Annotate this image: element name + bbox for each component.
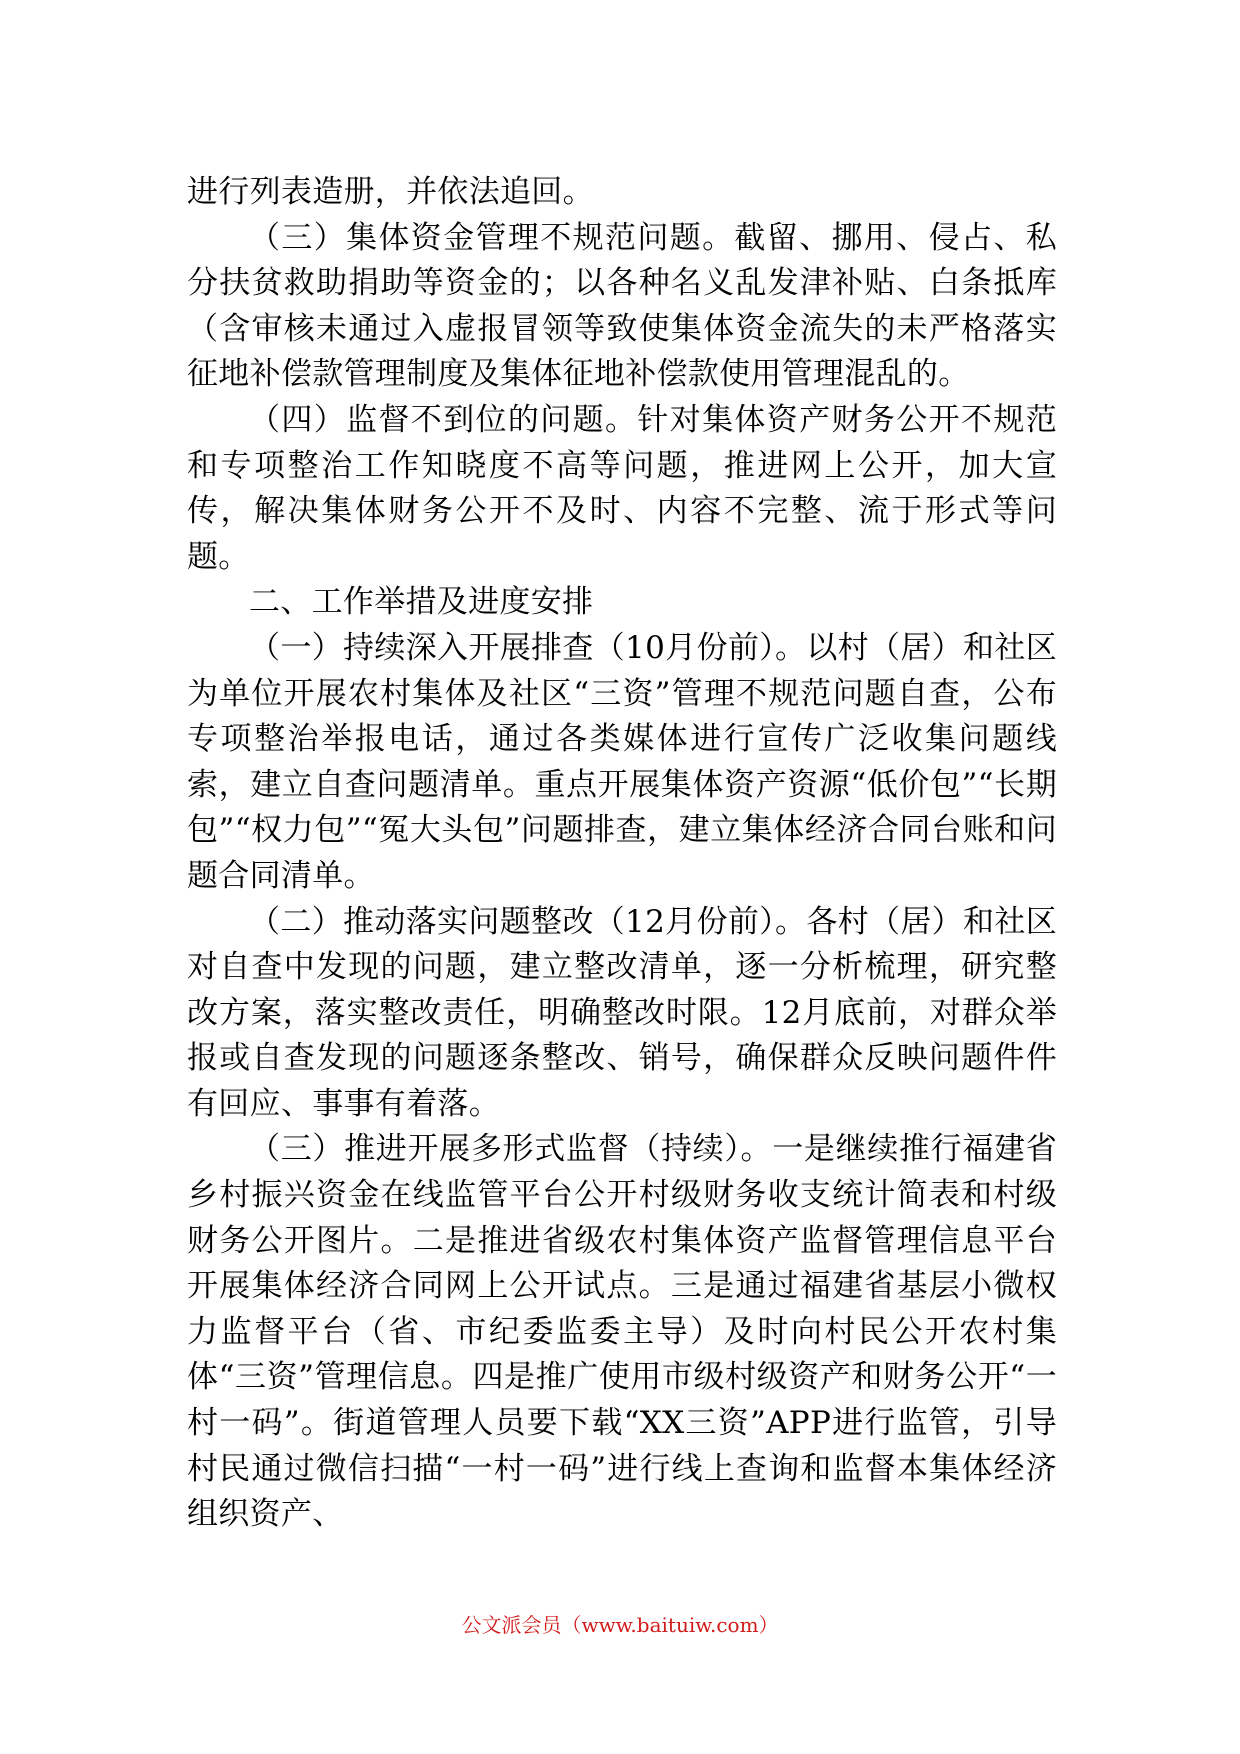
paragraph-measure-3-oversight: （三）推进开展多形式监督（持续）。一是继续推行福建省乡村振兴资金在线监管平台公开村级财务收支统计简表和村级财务公开图片。二是推进省级农村集体资产监督管理信息平台开展集体经济合同网上公开试点。三是通过福建省基层小微权力监督平台（省、市纪委监委主导）及时向村民公开农村集体“三资”管理信息。四是推广使用市级村级资产和财务公开“一村一码”。街道管理人员要下载“XX三资”APP进行监管，引导村民通过微信扫描“一村一码”进行线上查询和监督本集体经济组织资产、 — [187, 1131, 1057, 1533]
paragraph-measure-1-investigation: （一）持续深入开展排查（10月份前）。以村（居）和社区为单位开展农村集体及社区“三资”管理不规范问题自查，公布专项整治举报电话，通过各类媒体进行宣传广泛收集问题线索，建立自查问题清单。重点开展集体资产资源“低价包”“长期包”“权力包”“冤大头包”问题排查，建立集体经济合同台账和问题合同清单。 — [187, 629, 1057, 894]
paragraph-section-3-funds: （三）集体资金管理不规范问题。截留、挪用、侵占、私分扶贫救助捐助等资金的；以各种名义乱发津补贴、白条抵库（含审核未通过入虚报冒领等致使集体资金流失的未严格落实征地补偿款管理制度及集体征地补偿款使用管理混乱的。 — [187, 219, 1057, 393]
paragraph-section-4-supervision: （四）监督不到位的问题。针对集体资产财务公开不规范和专项整治工作知晓度不高等问题，推进网上公开，加大宣传，解决集体财务公开不及时、内容不完整、流于形式等问题。 — [187, 401, 1057, 575]
document-body — [187, 170, 1057, 1538]
paragraph-continuation: 进行列表造册，并依法追回。 — [187, 174, 594, 210]
paragraph-measure-2-rectification: （二）推动落实问题整改（12月份前）。各村（居）和社区对自查中发现的问题，建立整改清单，逐一分析梳理，研究整改方案，落实整改责任，明确整改时限。12月底前，对群众举报或自查发现的问题逐条整改、销号，确保群众反映问题件件有回应、事事有着落。 — [187, 903, 1057, 1122]
section-heading-measures: 二、工作举措及进度安排 — [249, 584, 594, 621]
footer-watermark: 公文派会员（www.baituiw.com） — [461, 1613, 779, 1637]
